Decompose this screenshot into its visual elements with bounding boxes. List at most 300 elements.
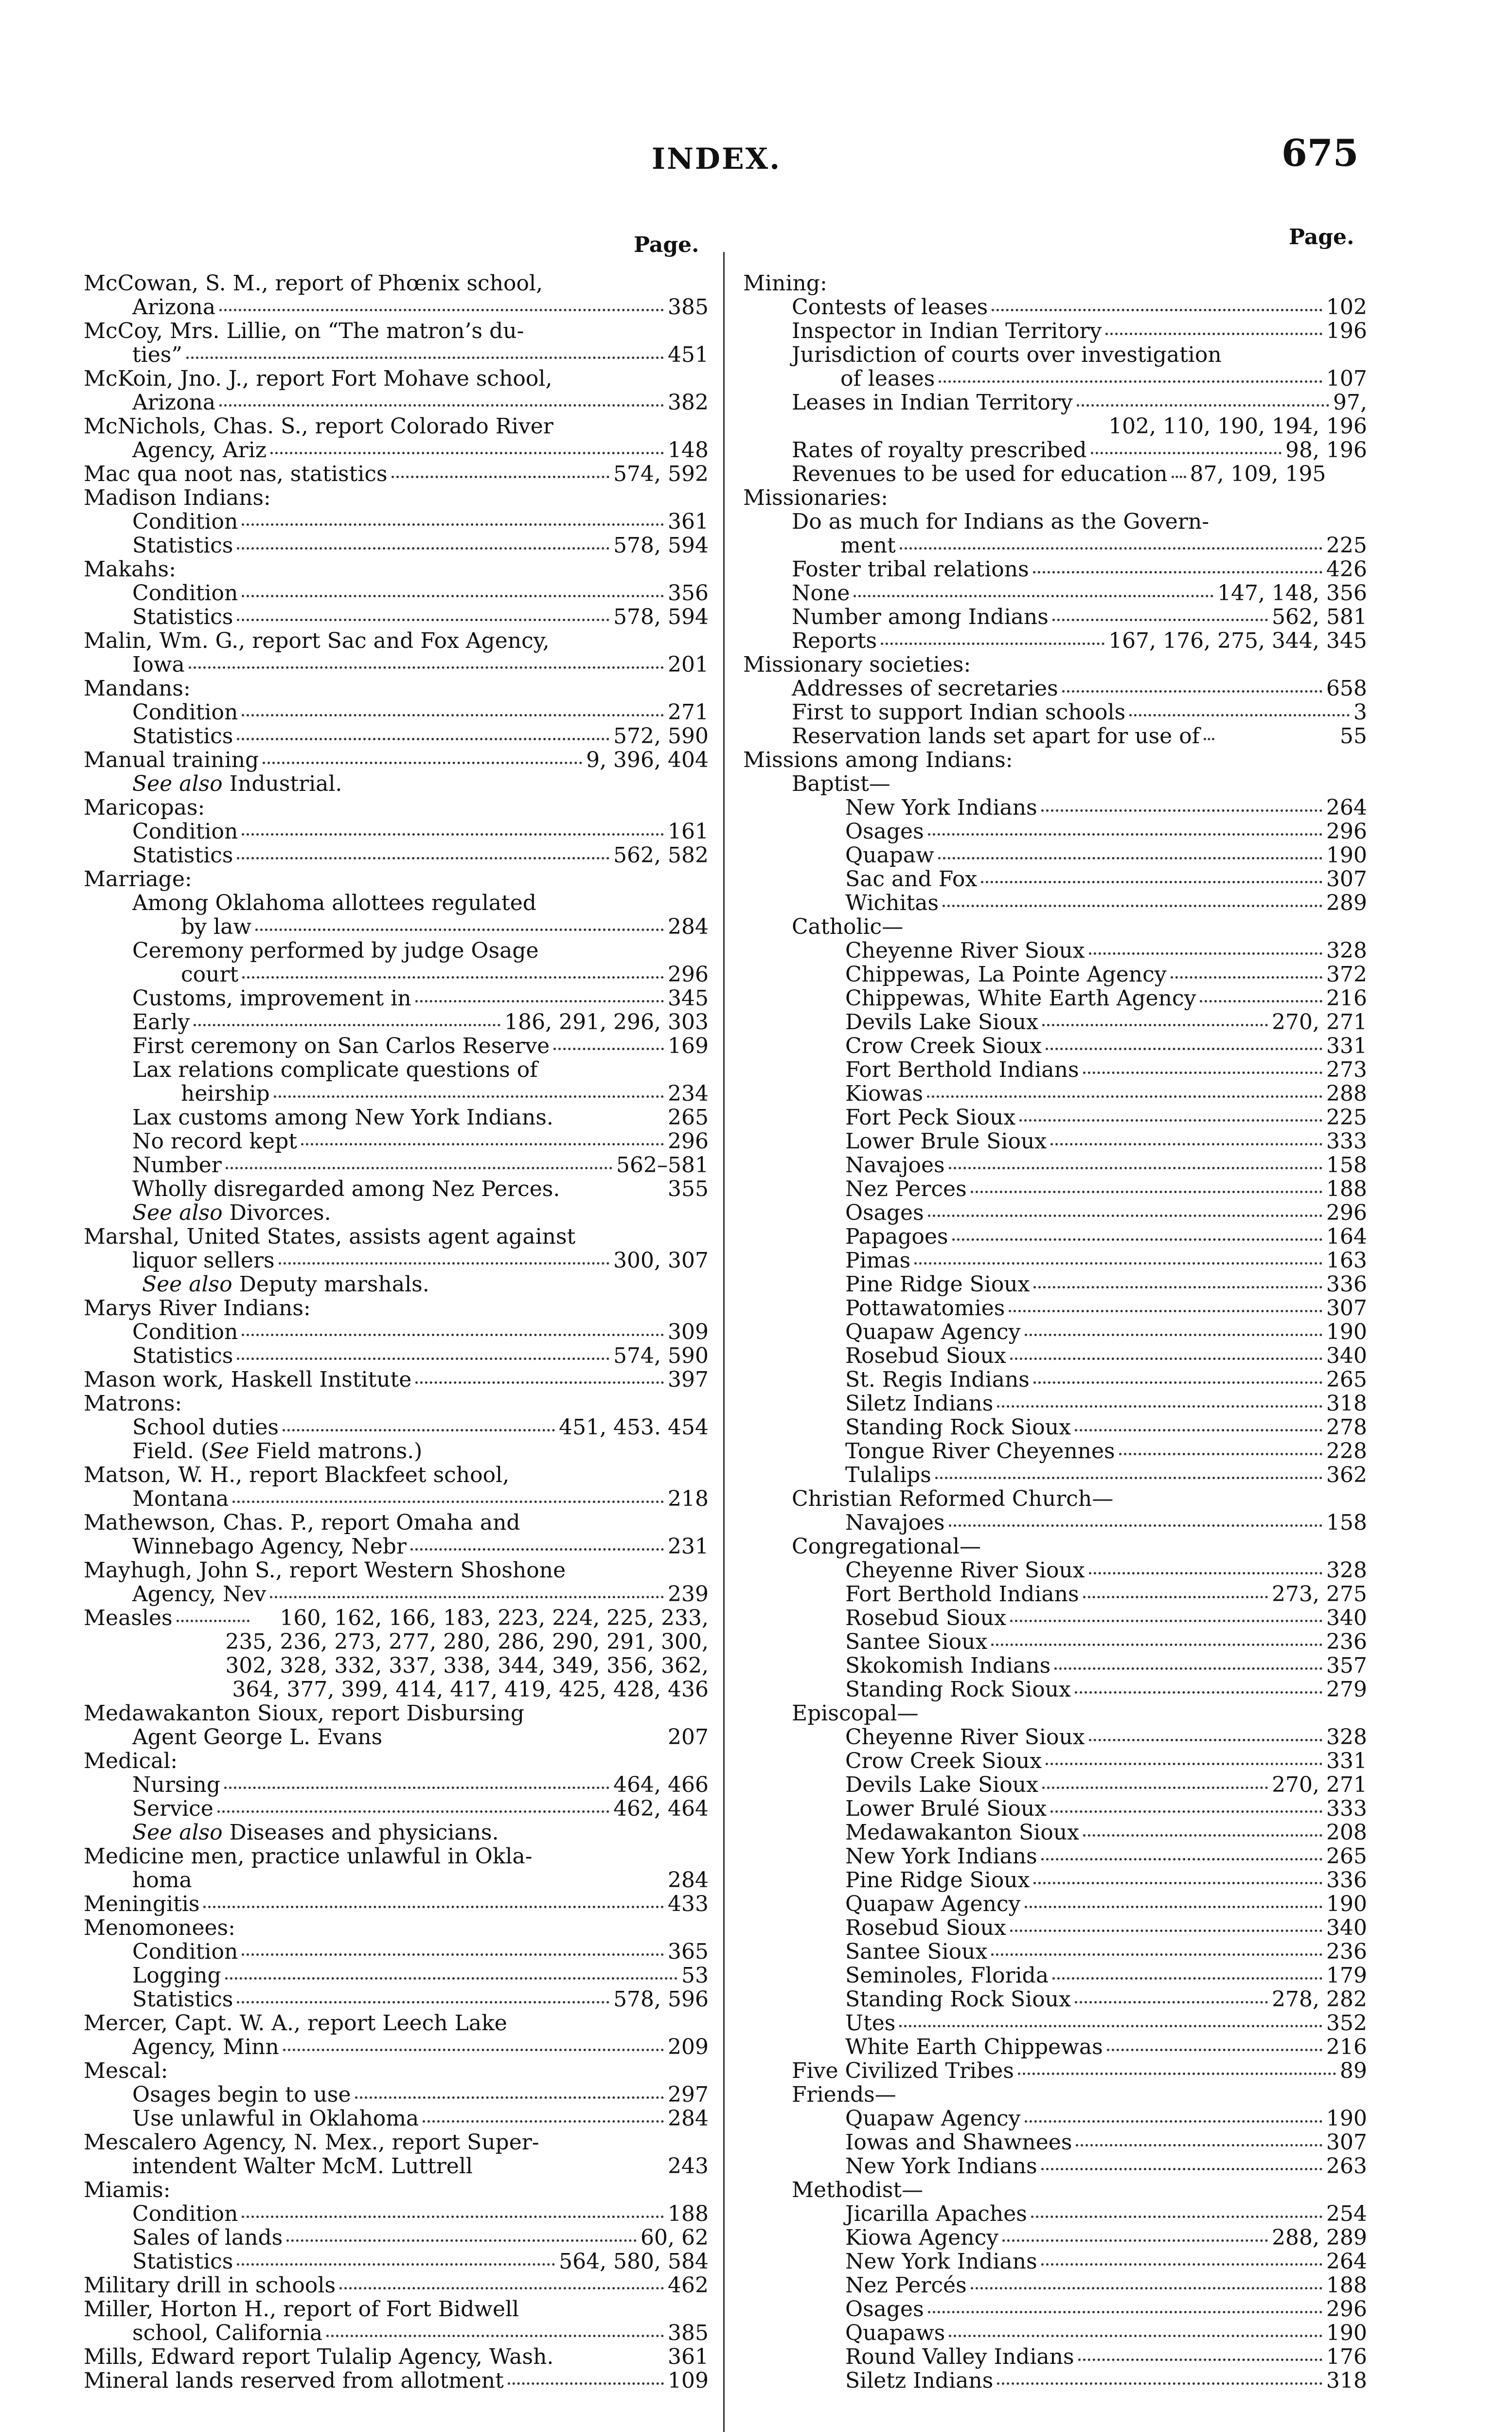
mission-name: Santee Sioux	[845, 1629, 988, 1654]
page-reference: 278, 282	[1272, 1987, 1367, 2012]
mission-item	[743, 1630, 1367, 1654]
index-entry: McNichols, Chas. S., report Colorado River	[84, 414, 553, 439]
mission-item	[743, 2369, 1367, 2393]
index-subentry: First ceremony on San Carlos Reserve 169	[132, 1034, 709, 1058]
index-entry: McCoy, Mrs. Lillie, on “The matron’s du-	[84, 319, 524, 343]
page-reference: 254	[1326, 2201, 1367, 2226]
index-entry-cont: Winnebago Agency, Nebr 231	[132, 1534, 709, 1559]
mission-item	[743, 1582, 1367, 1606]
index-entry: Mac qua noot nas, statistics 574, 592	[84, 462, 709, 486]
mission-item	[743, 1249, 1367, 1272]
index-subentry: Logging 53	[132, 1963, 709, 1988]
mission-item	[743, 1678, 1367, 1701]
index-entry-cont: intendent Walter McM. Luttrell 243	[132, 2154, 709, 2179]
index-heading: Mescal:	[84, 2058, 168, 2083]
mission-name: Santee Sioux	[845, 1939, 988, 1964]
index-heading: Maricopas:	[84, 795, 205, 820]
left-page-column-label: Page.	[634, 232, 699, 257]
mission-item	[743, 1987, 1367, 2011]
mission-name: Devils Lake Sioux	[845, 1772, 1038, 1797]
mission-name: Rosebud Sioux	[845, 1343, 1006, 1368]
index-subentry-cont: ment 225	[840, 533, 1367, 558]
index-entry: Mescalero Agency, N. Mex., report Super-	[84, 2130, 539, 2155]
mission-item	[743, 2226, 1367, 2250]
mission-name: Navajoes	[845, 1510, 945, 1535]
page-reference: 331	[1326, 1034, 1367, 1058]
index-entry: Mathewson, Chas. P., report Omaha and	[84, 1510, 520, 1535]
index-entry: Manual training 9, 396, 404	[84, 748, 709, 772]
index-entry-cont: ties” 451	[132, 342, 709, 367]
index-entry-cont: Agency, Nev 239	[132, 1582, 709, 1607]
page-number: 675	[1281, 131, 1359, 175]
index-heading: Matrons:	[84, 1391, 182, 1416]
mission-name: Fort Peck Sioux	[845, 1105, 1016, 1130]
mission-item	[743, 1868, 1367, 1892]
index-entry-cont: Arizona 385	[132, 295, 709, 320]
mission-item	[743, 2321, 1367, 2345]
episcopal-missions	[743, 1725, 1367, 2059]
mission-name: Sac and Fox	[845, 867, 978, 892]
page-reference: 352	[1326, 2011, 1367, 2036]
friends-missions	[743, 2107, 1367, 2178]
mission-name: Fort Berthold Indians	[845, 1057, 1079, 1082]
mission-name: Standing Rock Sioux	[845, 1415, 1071, 1440]
methodist-missions	[743, 2202, 1367, 2393]
mission-item	[743, 1344, 1367, 1368]
page-reference: 279	[1326, 1677, 1367, 1702]
index-subentry: Ceremony performed by judge Osage	[132, 938, 539, 963]
index-subentry: None 147, 148, 356	[792, 581, 1367, 606]
catholic-missions	[743, 939, 1367, 1487]
mission-item	[743, 1844, 1367, 1868]
index-subentry: Do as much for Indians as the Govern-	[792, 509, 1210, 534]
page-reference: 216	[1326, 2035, 1367, 2059]
mission-item	[743, 1368, 1367, 1392]
mission-item	[743, 1415, 1367, 1439]
mission-item	[743, 1296, 1367, 1320]
mission-name: Cheyenne River Sioux	[845, 1558, 1085, 1583]
page-reference: 273	[1326, 1057, 1367, 1082]
mission-name: New York Indians	[845, 795, 1037, 820]
mission-name: Siletz Indians	[845, 1391, 994, 1416]
mission-item	[743, 2035, 1367, 2059]
mission-name: Pottawatomies	[845, 1296, 1005, 1321]
page-reference: 264	[1326, 795, 1367, 820]
mission-item	[743, 1773, 1367, 1797]
mission-item	[743, 1010, 1367, 1034]
mission-item	[743, 820, 1367, 843]
page-reference: 225	[1326, 1105, 1367, 1130]
page-reference: 362	[1326, 1463, 1367, 1487]
mission-name: Rosebud Sioux	[845, 1915, 1006, 1940]
index-subentry-cont: heirship 234	[181, 1081, 709, 1106]
index-entry-cont: Agency, Ariz 148	[132, 438, 709, 463]
mission-name: Skokomish Indians	[845, 1653, 1051, 1678]
index-subentry: Condition 365	[132, 1939, 709, 1964]
index-subentry: Lax customs among New York Indians. 265	[132, 1105, 709, 1130]
page-reference: 164	[1326, 1224, 1367, 1249]
page-reference: 296	[1326, 819, 1367, 844]
page-reference: 307	[1326, 867, 1367, 892]
index-subentry: Use unlawful in Oklahoma 284	[132, 2106, 709, 2131]
index-entry: Medicine men, practice unlawful in Okla-	[84, 1844, 533, 1869]
index-entry-cont: 364, 377, 399, 414, 417, 419, 425, 428, 436	[232, 1677, 709, 1702]
page-reference: 318	[1326, 2368, 1367, 2393]
index-heading: Missionaries:	[743, 485, 888, 510]
mission-item	[743, 1153, 1367, 1177]
denomination-heading: Episcopal—	[792, 1701, 919, 1726]
page-reference: 158	[1326, 1153, 1367, 1178]
mission-name: Quapaws	[845, 2321, 945, 2345]
congregational-missions	[743, 1558, 1367, 1701]
index-subentry: Statistics 562, 582	[132, 843, 709, 868]
mission-item	[743, 1749, 1367, 1773]
page-reference: 190	[1326, 2106, 1367, 2131]
index-subentry: Statistics 578, 596	[132, 1987, 709, 2012]
mission-item	[743, 1797, 1367, 1821]
index-subentry-cont: by law 284	[181, 914, 709, 939]
right-page-column-label: Page.	[1289, 225, 1354, 250]
denomination-heading: Methodist—	[792, 2178, 924, 2202]
index-subentry: First to support Indian schools 3	[792, 700, 1367, 725]
index-subentry: Statistics 578, 594	[132, 533, 709, 558]
mission-name: Quapaw Agency	[845, 2106, 1021, 2131]
index-heading: Medical:	[84, 1749, 178, 1773]
index-entry: Marshal, United States, assists agent against	[84, 1224, 576, 1249]
right-index-column	[743, 271, 1367, 2393]
index-subentry: Addresses of secretaries 658	[792, 676, 1367, 701]
mission-name: Utes	[845, 2011, 896, 2036]
index-subentry: Condition 161	[132, 819, 709, 844]
index-subentry: Reservation lands set apart for use of 55	[792, 724, 1367, 749]
index-subentry: School duties 451, 453. 454	[132, 1415, 709, 1440]
index-subentry: Leases in Indian Territory 97,	[792, 390, 1367, 415]
mission-item	[743, 1725, 1367, 1749]
mission-name: Fort Berthold Indians	[845, 1582, 1079, 1607]
mission-item	[743, 1177, 1367, 1201]
mission-name: Cheyenne River Sioux	[845, 938, 1085, 963]
mission-item	[743, 2202, 1367, 2226]
mission-name: Siletz Indians	[845, 2368, 994, 2393]
index-entry: Matson, W. H., report Blackfeet school,	[84, 1463, 510, 1487]
mission-item	[743, 986, 1367, 1010]
index-subentry: Condition 271	[132, 700, 709, 725]
index-entry: Mayhugh, John S., report Western Shoshone	[84, 1558, 566, 1583]
page-reference: 328	[1326, 938, 1367, 963]
mission-name: Medawakanton Sioux	[845, 1820, 1079, 1845]
index-entry: McKoin, Jno. J., report Fort Mohave school,	[84, 366, 552, 391]
page-reference: 336	[1326, 1272, 1367, 1297]
index-entry-cont: Iowa 201	[132, 652, 709, 677]
mission-item	[743, 963, 1367, 986]
index-entry-cont: homa 284	[132, 1868, 709, 1893]
page-reference: 307	[1326, 2130, 1367, 2155]
page-reference: 273, 275	[1272, 1582, 1367, 1607]
index-subentry: Number among Indians 562, 581	[792, 605, 1367, 629]
page-reference: 208	[1326, 1820, 1367, 1845]
page-reference: 340	[1326, 1343, 1367, 1368]
mission-name: Crow Creek Sioux	[845, 1749, 1042, 1773]
index-subentry: Condition 188	[132, 2201, 709, 2226]
index-subentry: Jurisdiction of courts over investigation	[792, 342, 1222, 367]
index-entry: Mineral lands reserved from allotment 109	[84, 2368, 709, 2393]
mission-item	[743, 1964, 1367, 1987]
mission-name: Osages	[845, 819, 924, 844]
index-entry: Meningitis 433	[84, 1892, 709, 1916]
mission-name: Kiowa Agency	[845, 2225, 999, 2250]
index-subentry: Nursing 464, 466	[132, 1772, 709, 1797]
page-reference: 331	[1326, 1749, 1367, 1773]
index-subentry: No record kept 296	[132, 1129, 709, 1154]
mission-name: Seminoles, Florida	[845, 1963, 1049, 1988]
page-reference: 216	[1326, 986, 1367, 1011]
mission-item	[743, 939, 1367, 963]
index-entry-cont: Agent George L. Evans 207	[132, 1725, 709, 1750]
column-divider	[723, 252, 725, 2432]
page-reference: 333	[1326, 1129, 1367, 1154]
page-reference: 265	[1326, 1367, 1367, 1392]
index-subentry: Lax relations complicate questions of	[132, 1057, 538, 1082]
mission-name: Kiowas	[845, 1081, 923, 1106]
mission-item	[743, 1821, 1367, 1844]
page-reference: 340	[1326, 1915, 1367, 1940]
index-entry: Miller, Horton H., report of Fort Bidwell	[84, 2297, 519, 2322]
index-subentry: Condition 356	[132, 581, 709, 606]
index-subentry: Sales of lands 60, 62	[132, 2225, 709, 2250]
index-entry: McCowan, S. M., report of Phœnix school,	[84, 271, 543, 296]
mission-item	[743, 2130, 1367, 2154]
index-entry: Malin, Wm. G., report Sac and Fox Agency,	[84, 628, 550, 653]
mission-item	[743, 1606, 1367, 1630]
page-reference: 296	[1326, 2297, 1367, 2322]
left-index-column	[84, 271, 709, 2393]
page-reference: 278	[1326, 1415, 1367, 1440]
mission-name: Round Valley Indians	[845, 2344, 1074, 2369]
index-entry-cont: school, California 385	[132, 2321, 709, 2345]
index-entry-cont: 302, 328, 332, 337, 338, 344, 349, 356, 362,	[225, 1653, 709, 1678]
index-subentry: Statistics 574, 590	[132, 1343, 709, 1368]
index-heading: Missions among Indians:	[743, 748, 1013, 772]
mission-name: Osages	[845, 1200, 924, 1225]
mission-item	[743, 2273, 1367, 2297]
mission-item	[743, 1892, 1367, 1916]
page-reference: 336	[1326, 1868, 1367, 1893]
page-reference: 190	[1326, 1892, 1367, 1916]
page-reference: 190	[1326, 1320, 1367, 1344]
mission-item	[743, 891, 1367, 915]
page-reference: 228	[1326, 1439, 1367, 1464]
mission-item	[743, 1201, 1367, 1225]
see-also: See also Diseases and physicians.	[132, 1820, 499, 1845]
mission-item	[743, 1058, 1367, 1082]
index-subentry: Statistics 564, 580, 584	[132, 2249, 709, 2274]
index-subentry: Osages begin to use 297	[132, 2082, 709, 2107]
mission-item	[743, 1129, 1367, 1153]
index-heading: Miamis:	[84, 2178, 171, 2202]
index-subentry: Condition 309	[132, 1320, 709, 1344]
mission-name: Rosebud Sioux	[845, 1606, 1006, 1630]
page-reference: 265	[1326, 1844, 1367, 1869]
mission-name: Iowas and Shawnees	[845, 2130, 1072, 2155]
index-subentry: Contests of leases 102	[792, 295, 1367, 320]
page-reference: 288	[1326, 1081, 1367, 1106]
page-reference: 236	[1326, 1629, 1367, 1654]
mission-item	[743, 2107, 1367, 2130]
mission-name: St. Regis Indians	[845, 1367, 1030, 1392]
mission-name: Navajoes	[845, 1153, 945, 1178]
page-reference: 190	[1326, 843, 1367, 868]
page-reference: 288, 289	[1272, 2225, 1367, 2250]
mission-item	[743, 1082, 1367, 1106]
mission-name: Wichitas	[845, 891, 939, 915]
mission-name: Crow Creek Sioux	[845, 1034, 1042, 1058]
mission-name: Tulalips	[845, 1463, 931, 1487]
denomination-heading: Friends—	[792, 2082, 896, 2107]
index-heading: Marriage:	[84, 867, 192, 892]
index-subentry: Field. (See Field matrons.)	[132, 1439, 423, 1464]
mission-name: New York Indians	[845, 2249, 1037, 2274]
page-reference: 190	[1326, 2321, 1367, 2345]
denomination-heading: Congregational—	[792, 1534, 981, 1559]
index-subentry: Number 562–581	[132, 1153, 709, 1178]
see-also: See also Divorces.	[132, 1200, 331, 1225]
mission-name: Pimas	[845, 1248, 911, 1273]
page-reference: 318	[1326, 1391, 1367, 1416]
denomination-heading: Catholic—	[792, 914, 904, 939]
mission-name: Tongue River Cheyennes	[845, 1439, 1115, 1464]
page-reference: 357	[1326, 1653, 1367, 1678]
page-reference: 263	[1326, 2154, 1367, 2179]
mission-name: Chippewas, La Pointe Agency	[845, 962, 1167, 987]
mission-name: Devils Lake Sioux	[845, 1010, 1038, 1035]
index-subentry: Inspector in Indian Territory 196	[792, 319, 1367, 343]
mission-name: White Earth Chippewas	[845, 2035, 1103, 2059]
index-heading: Menomonees:	[84, 1915, 235, 1940]
mission-item	[743, 1272, 1367, 1296]
page-reference: 179	[1326, 1963, 1367, 1988]
index-subentry-cont: 102, 110, 190, 194, 196	[1108, 414, 1367, 439]
index-entry: Military drill in schools 462	[84, 2273, 709, 2298]
index-entry-cont: 235, 236, 273, 277, 280, 286, 290, 291, 300,	[225, 1629, 709, 1654]
index-subentry: Statistics 572, 590	[132, 724, 709, 749]
mission-item	[743, 1916, 1367, 1940]
index-entry: Mason work, Haskell Institute 397	[84, 1367, 709, 1392]
page-reference: 270, 271	[1272, 1010, 1367, 1035]
index-subentry: Rates of royalty prescribed 98, 196	[792, 438, 1367, 463]
index-heading: Marys River Indians:	[84, 1296, 311, 1321]
mission-item	[743, 1034, 1367, 1058]
index-subentry: Among Oklahoma allottees regulated	[132, 891, 536, 915]
index-entry: Mercer, Capt. W. A., report Leech Lake	[84, 2011, 507, 2036]
page-reference: 328	[1326, 1558, 1367, 1583]
mission-name: Lower Brule Sioux	[845, 1129, 1047, 1154]
mission-item	[743, 1511, 1367, 1535]
mission-item	[743, 1654, 1367, 1678]
mission-name: Jicarilla Apaches	[845, 2201, 1027, 2226]
mission-item	[743, 1439, 1367, 1463]
mission-name: New York Indians	[845, 1844, 1037, 1869]
page-reference: 328	[1326, 1725, 1367, 1750]
mission-item	[743, 2154, 1367, 2178]
index-entry: Mills, Edward report Tulalip Agency, Wash. 361	[84, 2344, 709, 2369]
page-reference: 340	[1326, 1606, 1367, 1630]
mission-name: Quapaw Agency	[845, 1320, 1021, 1344]
see-also: See also Deputy marshals.	[142, 1272, 429, 1297]
mission-name: Standing Rock Sioux	[845, 1677, 1071, 1702]
baptist-missions	[743, 796, 1367, 915]
mission-name: Pine Ridge Sioux	[845, 1272, 1030, 1297]
mission-item	[743, 2297, 1367, 2321]
denomination-heading: Christian Reformed Church—	[792, 1486, 1114, 1511]
page-reference: 236	[1326, 1939, 1367, 1964]
index-entry-cont: Agency, Minn 209	[132, 2035, 709, 2059]
mission-item	[743, 867, 1367, 891]
index-entry-cont: Arizona 382	[132, 390, 709, 415]
mission-name: Quapaw Agency	[845, 1892, 1021, 1916]
mission-item	[743, 1392, 1367, 1415]
mission-name: Nez Percés	[845, 2273, 967, 2298]
index-subentry: Foster tribal relations 426	[792, 557, 1367, 582]
page-reference: 158	[1326, 1510, 1367, 1535]
mission-item	[743, 2250, 1367, 2273]
index-subentry: Revenues to be used for education 87, 109, 195	[792, 462, 1326, 486]
index-heading: Mandans:	[84, 676, 191, 701]
page-title: INDEX.	[652, 142, 782, 176]
mission-item	[743, 1320, 1367, 1344]
page-reference: 289	[1326, 891, 1367, 915]
page-reference: 264	[1326, 2249, 1367, 2274]
index-entry: Measles 160, 162, 166, 183, 223, 224, 225, 233,	[84, 1606, 709, 1630]
mission-name: Pine Ridge Sioux	[845, 1868, 1030, 1893]
mission-name: Chippewas, White Earth Agency	[845, 986, 1196, 1011]
mission-item	[743, 796, 1367, 820]
index-subentry: Wholly disregarded among Nez Perces. 355	[132, 1177, 709, 1201]
denomination-heading: Baptist—	[792, 771, 890, 796]
index-entry-cont: liquor sellers 300, 307	[132, 1248, 709, 1273]
index-subentry: Reports 167, 176, 275, 344, 345	[792, 628, 1367, 653]
mission-name: Cheyenne River Sioux	[845, 1725, 1085, 1750]
page-reference: 270, 271	[1272, 1772, 1367, 1797]
mission-name: Papagoes	[845, 1224, 948, 1249]
page-reference: 296	[1326, 1200, 1367, 1225]
index-subentry: Service 462, 464	[132, 1796, 709, 1821]
index-subentry-cont: court 296	[181, 962, 709, 987]
mission-item	[743, 1463, 1367, 1487]
see-also: See also Industrial.	[132, 771, 342, 796]
mission-item	[743, 1558, 1367, 1582]
mission-name: Lower Brulé Sioux	[845, 1796, 1047, 1821]
index-entry: Medawakanton Sioux, report Disbursing	[84, 1701, 524, 1726]
index-heading: Missionary societies:	[743, 652, 971, 677]
page-reference: 333	[1326, 1796, 1367, 1821]
index-subentry: Five Civilized Tribes 89	[792, 2058, 1367, 2083]
mission-item	[743, 1940, 1367, 1964]
index-heading: Madison Indians:	[84, 485, 271, 510]
index-heading: Mining:	[743, 271, 827, 296]
mission-name: Standing Rock Sioux	[845, 1987, 1071, 2012]
page-reference: 307	[1326, 1296, 1367, 1321]
page-reference: 163	[1326, 1248, 1367, 1273]
mission-item	[743, 2345, 1367, 2369]
page-reference: 372	[1326, 962, 1367, 987]
mission-name: Osages	[845, 2297, 924, 2322]
mission-name: New York Indians	[845, 2154, 1037, 2179]
index-subentry: Condition 361	[132, 509, 709, 534]
mission-name: Quapaw	[845, 843, 934, 868]
page-reference: 188	[1326, 1177, 1367, 1201]
mission-item	[743, 1106, 1367, 1129]
index-subentry-cont: of leases 107	[840, 366, 1367, 391]
